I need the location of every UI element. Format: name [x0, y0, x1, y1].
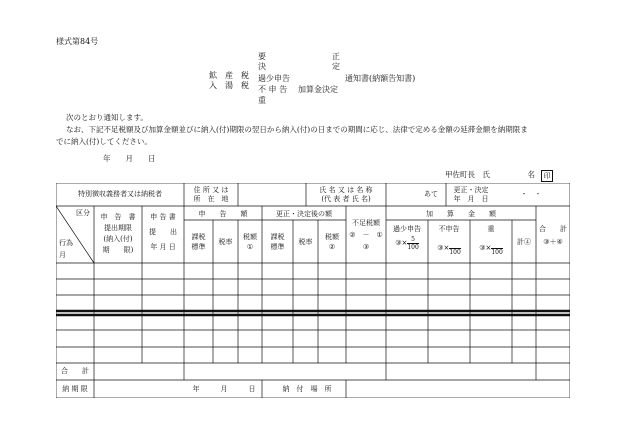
header-address-1: 住 所 又 は — [193, 186, 229, 194]
header-shortfall-3: ③ — [362, 243, 370, 251]
fraction-den: 100 — [449, 249, 461, 256]
header-deadline-1: 申 告 書 — [100, 213, 136, 221]
header-name-2: (代 表 者 氏 名) — [321, 195, 371, 203]
header-name-1: 氏 名 又 は 名 称 — [319, 186, 373, 194]
title-tax-bathing: 入 湯 税 — [209, 81, 249, 90]
header-tax-2b: ② — [328, 243, 336, 251]
header-deadline-4: 期 限) — [102, 246, 134, 254]
header-deadline-2: 提出期限 — [104, 224, 132, 232]
title-col-ju: 重 — [258, 96, 266, 105]
header-declared-amount: 申 告 額 — [198, 210, 248, 218]
footer-total: 合 計 — [61, 367, 89, 375]
form-number: 様式第84号 — [56, 37, 99, 46]
body-line-3: でに納入(付)してください。 — [56, 137, 152, 146]
fraction-num-blank — [449, 241, 460, 248]
title-col-top: 要 — [258, 52, 266, 61]
header-noreport-formula — [428, 241, 470, 256]
header-kettei-2: 年 月 日 — [453, 195, 489, 203]
footer-payment-place: 納 付 場 所 — [282, 385, 332, 393]
header-total-2: ③＋④ — [543, 238, 563, 246]
footer-due-date-label: 納 期 限 — [62, 385, 88, 393]
header-base-1b: 標準 — [191, 243, 206, 251]
fraction-den: 100 — [407, 244, 419, 251]
header-kettei-value: ・ ・ — [520, 190, 542, 198]
header-surcharge: 加 算 金 額 — [426, 210, 496, 218]
header-underreport-formula — [386, 236, 428, 251]
fraction-num: 5 — [411, 236, 415, 243]
header-kubun: 区分 — [76, 209, 90, 217]
header-total-1: 合 計 — [539, 225, 567, 233]
header-submit-1: 申 告 書 — [150, 213, 176, 221]
header-heavy: 重 — [487, 225, 495, 233]
header-kettei-1: 更正・決定 — [453, 186, 489, 194]
header-noreport-x: ③× — [437, 244, 450, 252]
seal-mark: 印 — [541, 170, 553, 182]
header-ate: あて — [424, 190, 438, 198]
title-kasankin: 加算金決定 — [298, 85, 338, 94]
title-tax-mining: 鉱 産 税 — [209, 71, 249, 80]
header-underreport: 過少申告 — [393, 225, 421, 233]
header-heavy-x: ③× — [479, 244, 492, 252]
issue-date: 年 月 日 — [103, 154, 156, 163]
footer-due-date: 年 月 日 — [192, 385, 256, 393]
title-col-fushin: 不 申 告 — [258, 85, 288, 94]
title-right-tei: 定 — [332, 62, 340, 71]
header-gyoui: 行為 — [59, 239, 73, 247]
header-base-2b: 標準 — [270, 243, 285, 251]
body-line-1: 次のとおり通知します。 — [66, 113, 148, 122]
header-noreport: 不申告 — [438, 225, 460, 233]
header-shortfall-2: ② － ① — [349, 231, 383, 239]
header-address-2: 所 在 地 — [193, 195, 229, 203]
header-subtotal-4: 計④ — [517, 238, 531, 246]
fraction-blank-100a — [449, 241, 460, 256]
body-line-2: なお、下記不足税額及び加算金額並びに納入(付)期限の翌日から納入(付)の日までの期間に応じ、法律で定める金額の延滞金額を納期限ま — [66, 125, 528, 134]
header-submit-2: 提 出 — [149, 228, 177, 236]
fraction-blank-100b — [491, 241, 502, 256]
header-deadline-3: (納入(付) — [103, 235, 133, 243]
header-shortfall-1: 不足税額 — [352, 219, 380, 227]
header-submit-3: 年 月 日 — [150, 243, 176, 251]
notice-table — [56, 183, 570, 398]
header-corrected-amount: 更正・決定後の額 — [276, 210, 332, 218]
title-col-ketsu: 決 — [258, 62, 266, 71]
header-tax-2a: 税額 — [325, 233, 339, 241]
issuer-name: 甲佐町長 氏 名 — [445, 170, 535, 179]
title-right-sei: 正 — [332, 52, 340, 61]
fraction-den: 100 — [491, 249, 503, 256]
header-tax-1b: ① — [246, 243, 254, 251]
fraction-num-blank — [491, 241, 502, 248]
header-heavy-formula — [470, 241, 512, 256]
header-base-1a: 課税 — [191, 233, 206, 241]
header-underreport-x: ③× — [395, 239, 408, 247]
header-rate-1: 税率 — [218, 238, 233, 246]
title-notice: 通知書(納額告知書) — [345, 74, 416, 83]
header-tsuki: 月 — [59, 251, 66, 259]
header-tax-1a: 税額 — [243, 233, 257, 241]
header-base-2a: 課税 — [270, 233, 285, 241]
header-rate-2: 税率 — [298, 238, 313, 246]
title-col-kasho: 過少申告 — [258, 74, 290, 83]
header-taxpayer: 特別徴収義務者又は納税者 — [78, 190, 162, 198]
fraction-5-100 — [407, 236, 418, 251]
